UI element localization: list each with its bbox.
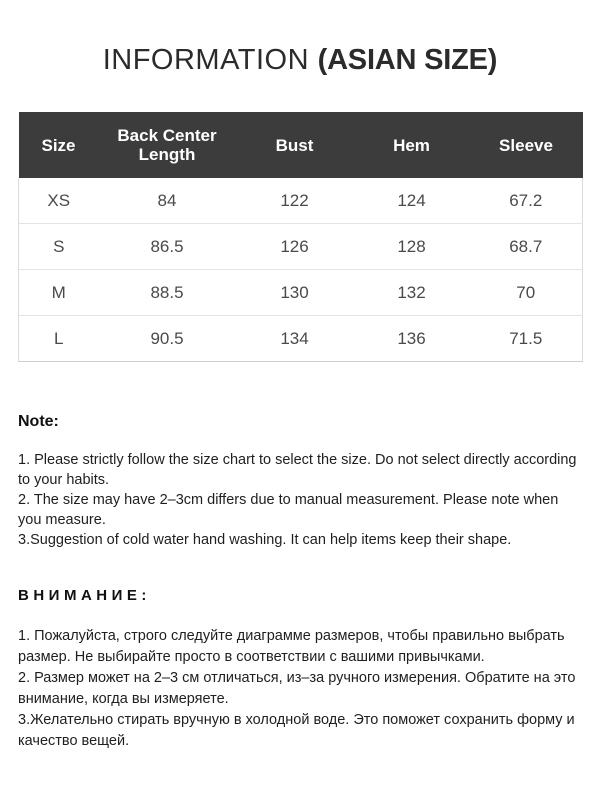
cell-sleeve: 68.7 [470,224,583,270]
column-header-bust-label: Bust [275,135,314,155]
table-header-row [19,112,583,178]
note-item-2: 2. The size may have 2–3cm differs due to manual measurement. Please note when you measure. [18,492,559,528]
column-header-bust [236,112,354,178]
cell-back-center-length: 86.5 [99,224,236,270]
column-header-hem [354,112,470,178]
note-item-1: 1. Please strictly follow the size chart to select the size. Do not select directly according to your habits. [18,452,577,488]
table-header [19,112,583,178]
cell-bust: 130 [236,270,354,316]
cell-hem: 128 [354,224,470,270]
column-header-size-label: Size [41,135,76,155]
cell-sleeve: 67.2 [470,178,583,224]
cell-bust: 126 [236,224,354,270]
cell-hem: 132 [354,270,470,316]
attention-section [18,586,583,752]
cell-hem: 136 [354,316,470,362]
cell-size: L [19,316,99,362]
page-title [0,43,600,77]
table-row [19,316,583,362]
column-header-size [19,112,99,178]
table-row [19,224,583,270]
attention-item-3: 3.Желательно стирать вручную в холодной воде. Это поможет сохранить форму и качество вещей. [18,712,575,749]
cell-back-center-length: 88.5 [99,270,236,316]
cell-bust: 134 [236,316,354,362]
cell-sleeve: 71.5 [470,316,583,362]
cell-sleeve: 70 [470,270,583,316]
attention-item-2: 2. Размер может на 2–3 см отличаться, из–за ручного измерения. Обратите на это внимание, когда вы измеряете. [18,670,576,707]
column-header-hem-label: Hem [393,135,430,155]
note-item-3: 3.Suggestion of cold water hand washing. It can help items keep their shape. [18,532,512,548]
notes-heading: Note: [18,413,59,430]
cell-size: M [19,270,99,316]
column-header-sleeve-label: Sleeve [499,135,553,155]
attention-item-1: 1. Пожалуйста, строго следуйте диаграмме размеров, чтобы правильно выбрать размер. Не выбирайте просто в соответствии с вашими привычками. [18,628,565,665]
cell-size: S [19,224,99,270]
page-title-bold: (ASIAN SIZE) [317,44,498,76]
cell-size: XS [19,178,99,224]
table-row [19,270,583,316]
size-chart-table [18,112,583,362]
table-row [19,178,583,224]
column-header-back-center-length-line1: Back Center [117,126,217,145]
notes-section [18,412,583,550]
cell-back-center-length: 90.5 [99,316,236,362]
cell-hem: 124 [354,178,470,224]
attention-heading: ВНИМАНИЕ: [18,587,151,604]
column-header-back-center-length [99,112,236,178]
column-header-back-center-length-line2: Length [138,145,196,164]
page-title-thin: INFORMATION [102,44,318,76]
column-header-sleeve [470,112,583,178]
cell-back-center-length: 84 [99,178,236,224]
table-body [19,178,583,362]
cell-bust: 122 [236,178,354,224]
